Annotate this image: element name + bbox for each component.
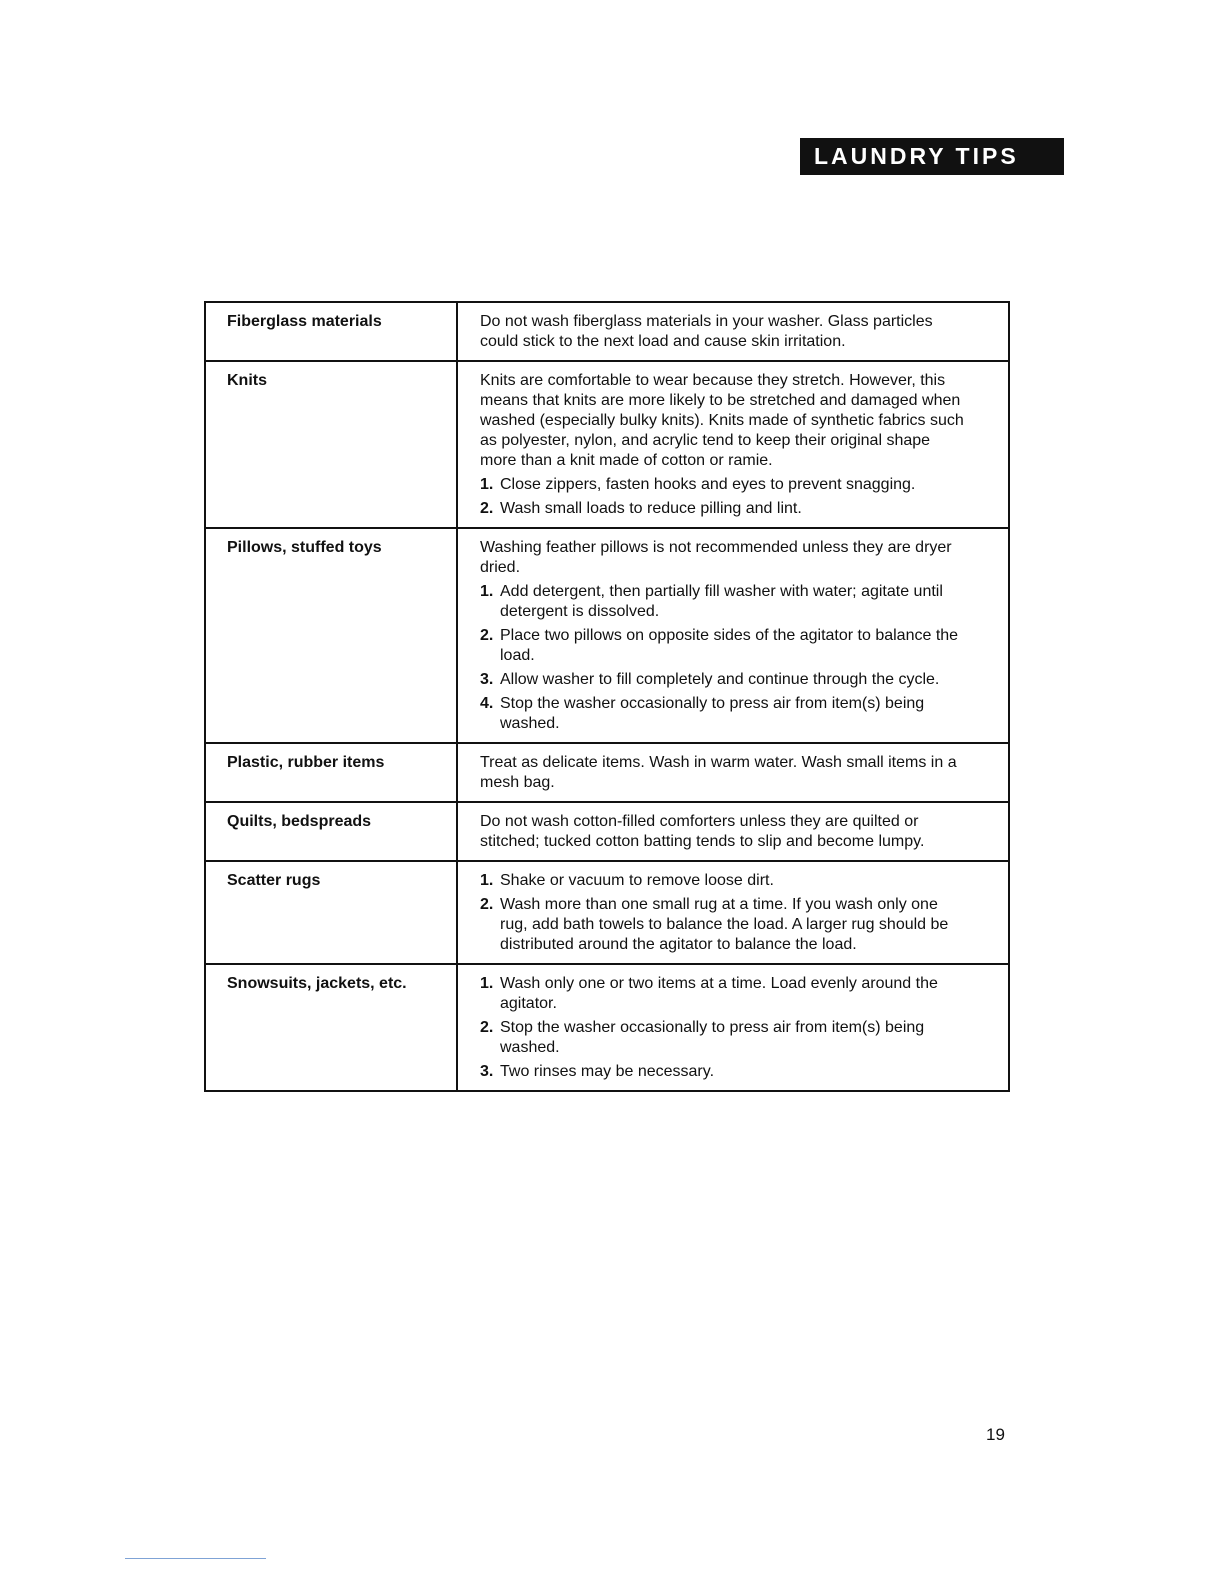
step-list: [480, 582, 968, 734]
step-number: 2.: [480, 627, 494, 644]
table-row: [205, 302, 1009, 361]
table-row: [205, 743, 1009, 802]
step-number: 1.: [480, 583, 494, 600]
table-row: [205, 528, 1009, 743]
step-text: Two rinses may be necessary.: [500, 1063, 715, 1080]
footer-rule: [125, 1558, 266, 1559]
step-number: 2.: [480, 500, 494, 517]
item-instructions: [457, 802, 1009, 861]
table-row: [205, 361, 1009, 528]
table-row: [205, 964, 1009, 1091]
page-number: 19: [986, 1425, 1005, 1444]
item-name: Fiberglass materials: [205, 302, 457, 361]
item-instructions: [457, 302, 1009, 361]
step-text: Wash more than one small rug at a time. If you wash only one rug, add bath towels to balance the load. A larger rug should be distributed around the agitator to balance the load.: [500, 896, 949, 953]
step-text: Wash small loads to reduce pilling and lint.: [500, 500, 802, 517]
step-item: [480, 1018, 968, 1058]
step-number: 2.: [480, 896, 494, 913]
step-item: [480, 694, 968, 734]
step-list: [480, 871, 968, 955]
table-row: [205, 802, 1009, 861]
step-item: [480, 895, 968, 955]
item-instructions: [457, 964, 1009, 1091]
step-text: Stop the washer occasionally to press air from item(s) being washed.: [500, 695, 925, 732]
step-item: [480, 670, 968, 690]
laundry-tips-table: [204, 301, 1010, 1092]
step-item: [480, 1062, 968, 1082]
item-name: Pillows, stuffed toys: [205, 528, 457, 743]
step-number: 2.: [480, 1019, 494, 1036]
step-list: [480, 475, 968, 519]
item-instructions: [457, 743, 1009, 802]
item-name: Scatter rugs: [205, 861, 457, 964]
instruction-text: Washing feather pillows is not recommended unless they are dryer dried.: [480, 539, 952, 576]
item-name: Quilts, bedspreads: [205, 802, 457, 861]
step-text: Wash only one or two items at a time. Load evenly around the agitator.: [500, 975, 938, 1012]
instruction-text: Treat as delicate items. Wash in warm water. Wash small items in a mesh bag.: [480, 754, 957, 791]
item-instructions: [457, 861, 1009, 964]
item-name: Knits: [205, 361, 457, 528]
step-item: [480, 499, 968, 519]
step-number: 1.: [480, 476, 494, 493]
section-tab: LAUNDRY TIPS: [800, 138, 1064, 175]
instruction-text: Knits are comfortable to wear because they stretch. However, this means that knits are more likely to be stretched and damaged when washed (especially bulky knits). Knits made of synthetic fabrics such as polyester, nylon, and acrylic tend to keep their original shape more than a knit made of cotton or ramie.: [480, 372, 964, 469]
table-row: [205, 861, 1009, 964]
step-text: Close zippers, fasten hooks and eyes to prevent snagging.: [500, 476, 916, 493]
step-number: 3.: [480, 671, 494, 688]
step-list: [480, 974, 968, 1082]
instruction-text: Do not wash cotton-filled comforters unless they are quilted or stitched; tucked cotton batting tends to slip and become lumpy.: [480, 813, 925, 850]
step-item: [480, 475, 968, 495]
step-number: 3.: [480, 1063, 494, 1080]
step-text: Place two pillows on opposite sides of the agitator to balance the load.: [500, 627, 959, 664]
instruction-text: Do not wash fiberglass materials in your washer. Glass particles could stick to the next load and cause skin irritation.: [480, 313, 933, 350]
item-name: Snowsuits, jackets, etc.: [205, 964, 457, 1091]
item-name: Plastic, rubber items: [205, 743, 457, 802]
step-item: [480, 974, 968, 1014]
step-item: [480, 626, 968, 666]
step-text: Shake or vacuum to remove loose dirt.: [500, 872, 774, 889]
step-item: [480, 582, 968, 622]
step-item: [480, 871, 968, 891]
item-instructions: [457, 361, 1009, 528]
step-number: 4.: [480, 695, 494, 712]
step-number: 1.: [480, 872, 494, 889]
step-text: Allow washer to fill completely and continue through the cycle.: [500, 671, 940, 688]
step-number: 1.: [480, 975, 494, 992]
step-text: Stop the washer occasionally to press air from item(s) being washed.: [500, 1019, 925, 1056]
step-text: Add detergent, then partially fill washer with water; agitate until detergent is dissolved.: [500, 583, 943, 620]
item-instructions: [457, 528, 1009, 743]
